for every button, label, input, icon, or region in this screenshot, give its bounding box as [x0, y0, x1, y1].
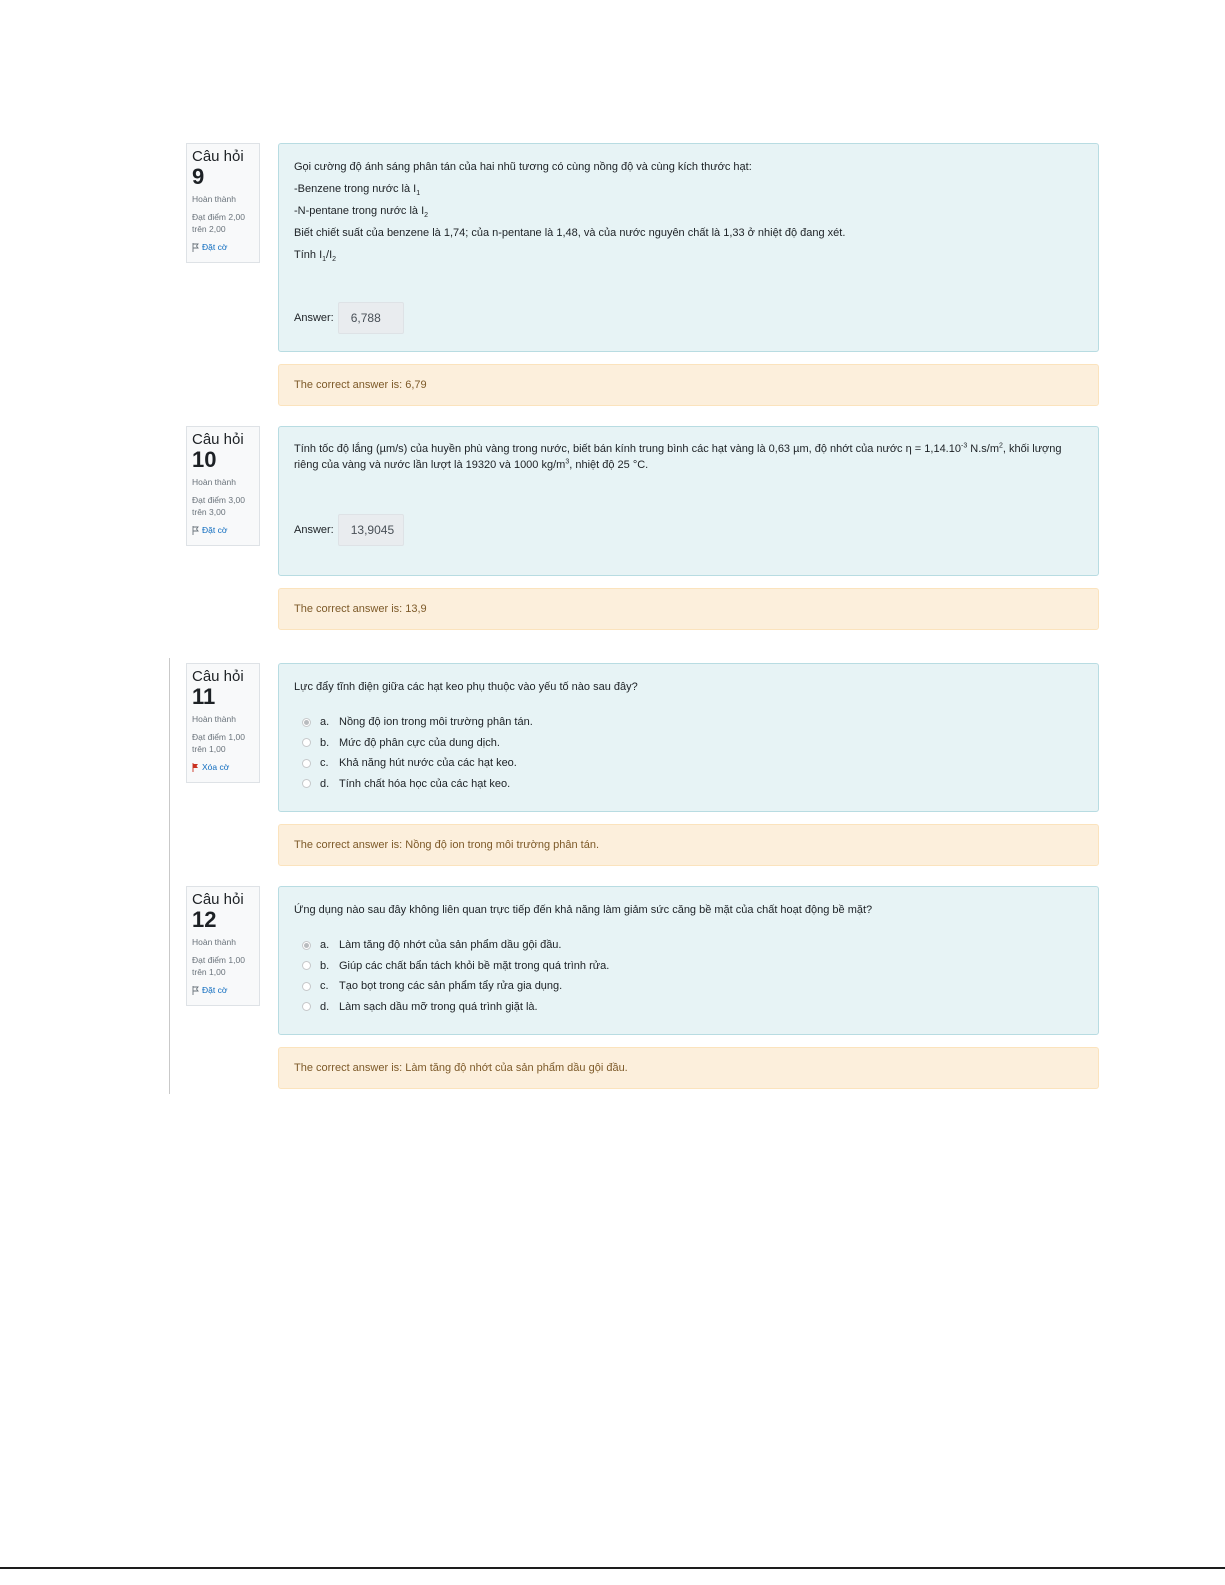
option-letter: b. [320, 736, 330, 749]
flag-outline-icon [192, 243, 199, 252]
grade-line-2: trên 2,00 [192, 224, 226, 234]
grade-line-1: Đạt điểm 1,00 [192, 955, 245, 965]
question-text: Tính tốc độ lắng (µm/s) của huyền phù vàng trong nước, biết bán kính trung bình các hạt vàng là 0,63 µm, độ nhớt của nước $\eta = 1,14.10^{-3}$ $N.s/m^2$, khối lượng riêng của vàng và nước lần lượt là 19320 và 1000 $kg/m^3$, nhiệt độ 25 °C. [294, 442, 1062, 471]
flag-outline-icon [192, 986, 199, 995]
answer-option[interactable] [294, 956, 1083, 977]
question-grade [192, 731, 254, 755]
flagged-indicator-line [169, 658, 170, 1094]
question-state: Hoàn thành [192, 937, 236, 947]
radio[interactable] [302, 738, 311, 747]
radio[interactable] [302, 982, 311, 991]
grade-line-1: Đạt điểm 3,00 [192, 495, 245, 505]
question-content-10 [278, 426, 1099, 576]
remove-flag-button[interactable] [192, 761, 254, 773]
question-state: Hoàn thành [192, 477, 236, 487]
radio[interactable] [302, 1002, 311, 1011]
question-text-line: Gọi cường độ ánh sáng phân tán của hai nhũ tương có cùng nồng độ và cùng kích thước hạt: [294, 161, 752, 173]
grade-line-1: Đạt điểm 1,00 [192, 732, 245, 742]
option-text: Mức độ phân cực của dung dịch. [339, 736, 500, 749]
answer-option[interactable] [294, 997, 1083, 1018]
question-label: Câu hỏi [192, 431, 244, 448]
option-text: Tính chất hóa học của các hạt keo. [339, 777, 511, 790]
question-state: Hoàn thành [192, 714, 236, 724]
radio-selected[interactable] [302, 718, 311, 727]
radio[interactable] [302, 779, 311, 788]
answer-options [294, 935, 1083, 1017]
question-state: Hoàn thành [192, 194, 236, 204]
question-grade [192, 954, 254, 978]
grade-line-2: trên 1,00 [192, 744, 226, 754]
correct-answer-feedback-11: The correct answer is: Nồng độ ion trong môi trường phân tán. [278, 824, 1099, 866]
flag-question-button[interactable] [192, 984, 254, 996]
answer-option[interactable] [294, 733, 1083, 754]
question-content-11 [278, 663, 1099, 812]
grade-line-1: Đạt điểm 2,00 [192, 212, 245, 222]
answer-input[interactable]: 13,9045 [338, 514, 404, 546]
question-label: Câu hỏi [192, 148, 244, 165]
flag-filled-icon [192, 763, 199, 772]
flag-outline-icon [192, 526, 199, 535]
option-letter: c. [320, 980, 329, 993]
flag-label: Xóa cờ [202, 762, 230, 772]
option-letter: d. [320, 777, 330, 790]
grade-line-2: trên 1,00 [192, 967, 226, 977]
option-letter: c. [320, 757, 329, 770]
radio-selected[interactable] [302, 941, 311, 950]
answer-label: Answer: [294, 312, 334, 324]
question-text-line: Tính $I_1/I_2$ [294, 249, 337, 264]
question-number: 9 [192, 164, 205, 189]
option-letter: d. [320, 1000, 330, 1013]
question-grade [192, 494, 254, 518]
answer-input[interactable]: 6,788 [338, 302, 404, 334]
flag-question-button[interactable] [192, 241, 254, 253]
question-number: 12 [192, 907, 217, 932]
flag-label: Đặt cờ [202, 242, 228, 252]
question-text-line: -Benzene trong nước là $I_1$ [294, 183, 421, 198]
question-number: 10 [192, 447, 217, 472]
answer-row [294, 302, 404, 334]
question-content-12 [278, 886, 1099, 1035]
question-info-11 [186, 663, 260, 783]
flag-label: Đặt cờ [202, 985, 228, 995]
question-info-12 [186, 886, 260, 1006]
answer-row [294, 514, 404, 546]
correct-answer-feedback-9: The correct answer is: 6,79 [278, 364, 1099, 406]
option-letter: a. [320, 939, 330, 952]
radio[interactable] [302, 961, 311, 970]
question-grade [192, 211, 254, 235]
option-letter: a. [320, 716, 330, 729]
answer-options [294, 712, 1083, 794]
question-text-line: -N-pentane trong nước là $I_2$ [294, 205, 429, 220]
option-text: Khả năng hút nước của các hạt keo. [339, 757, 517, 770]
question-label: Câu hỏi [192, 668, 244, 685]
option-text: Tạo bọt trong các sản phẩm tẩy rửa gia dụng. [339, 980, 563, 993]
answer-option[interactable] [294, 753, 1083, 774]
grade-line-2: trên 3,00 [192, 507, 226, 517]
page-bottom-border [0, 1567, 1225, 1569]
question-text: Lực đẩy tĩnh điện giữa các hạt keo phụ thuộc vào yếu tố nào sau đây? [294, 681, 638, 693]
correct-answer-feedback-12: The correct answer is: Làm tăng độ nhớt của sản phẩm dầu gội đầu. [278, 1047, 1099, 1089]
question-info-9 [186, 143, 260, 263]
flag-label: Đặt cờ [202, 525, 228, 535]
question-number: 11 [192, 684, 216, 709]
question-text-line: Biết chiết suất của benzene là 1,74; của n-pentane là 1,48, và của nước nguyên chất là 1,33 ở nhiệt độ đang xét. [294, 227, 846, 239]
question-info-10 [186, 426, 260, 546]
question-content-9 [278, 143, 1099, 352]
answer-option[interactable] [294, 935, 1083, 956]
question-label: Câu hỏi [192, 891, 244, 908]
option-text: Nồng độ ion trong môi trường phân tán. [339, 716, 533, 729]
option-text: Giúp các chất bẩn tách khỏi bề mặt trong quá trình rửa. [339, 959, 610, 972]
answer-label: Answer: [294, 524, 334, 536]
flag-question-button[interactable] [192, 524, 254, 536]
radio[interactable] [302, 759, 311, 768]
answer-option[interactable] [294, 976, 1083, 997]
answer-option[interactable] [294, 774, 1083, 795]
option-text: Làm tăng độ nhớt của sản phẩm dầu gội đầu. [339, 939, 562, 952]
answer-option[interactable] [294, 712, 1083, 733]
option-text: Làm sạch dầu mỡ trong quá trình giặt là. [339, 1000, 538, 1013]
correct-answer-feedback-10: The correct answer is: 13,9 [278, 588, 1099, 630]
question-text: Ứng dụng nào sau đây không liên quan trực tiếp đến khả năng làm giảm sức căng bề mặt của chất hoạt động bề mặt? [294, 904, 873, 916]
option-letter: b. [320, 959, 330, 972]
